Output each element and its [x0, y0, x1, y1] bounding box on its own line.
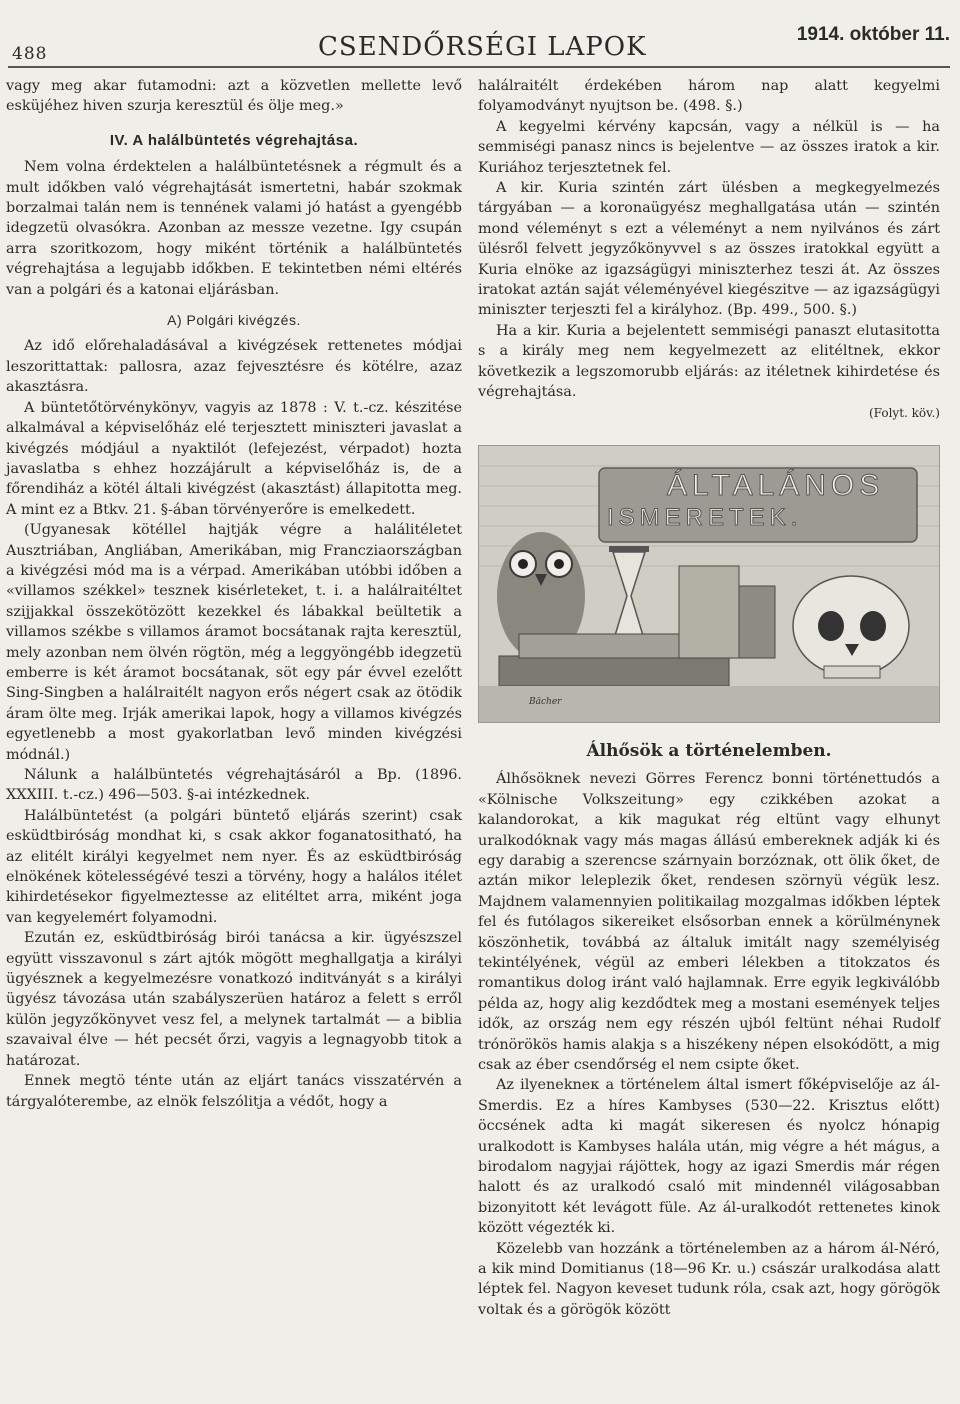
paragraph: A kegyelmi kérvény kapcsán, vagy a nélkül is — ha semmiségi panasz nincs is bejelentve — az összes iratok a kir. Kuriához terjesztetnek fel.	[478, 118, 940, 176]
issue-date: 1914. október 11.	[796, 24, 950, 45]
paragraph: (Ugyanesak kötéllel hajtják végre a halálitéletet Ausztriában, Angliában, Amerikában, mig Francziaországban a kivégzési mód ma is a vérpad. Amerikában utóbbi időben a «villamos székkel» tesznek kisérleteket, t. i. a halálraitéltet szijjakkal összekötözött kezekkel és lábakkal beültetik a villamos székbe s villamos áramot bocsátanak rajta keresztül, mely azonban nem ölvén rögtön, még a leggyöngébb idegzetü emberre is két áramot bocsátanak, söt egy pár évvel ezelőtt Sing-Singben a halálraitélt nagyon erős négert csak az ötödik áram ölte meg. Irják amerikai lapok, hogy a villamos kivégzés egyetlenebb a most gyakorlatban levő minden kivégzési módnál.)	[6, 522, 462, 763]
paragraph: Nem volna érdektelen a halálbüntetésnek a régmult és a mult időkben való végrehajtását ismertetni, habár szokmak borzalmai talán nem is tennének valami jó hatást a gyengébb idegzetü olvasókra. Azonban az messze vezetne. Igy csupán arra szoritkozom, hogy miként történik a halálbüntetés végrehajtása a legujabb időkben. E tekintetben némi eltérés van a polgári és a katonai eljárásban.	[6, 159, 462, 298]
publication-title: CSENDŐRSÉGI LAPOK	[318, 32, 647, 62]
paragraph: Közelebb van hozzánk a történelemben az a három ál-Néró, a kik mind Domitianus (18—96 Kr. u.) császár uralkodása alatt léptek fel. Nagyon keveset tudunk róla, csak azt, hogy görögök voltak és a görögök között	[478, 1240, 940, 1318]
right-column	[478, 76, 940, 1320]
article-title: Álhősök a történelemben.	[586, 740, 832, 761]
paragraph: Ezután ez, esküdtbiróság birói tanácsa a kir. ügyészszel együtt visszavonul s zárt ajtók mögött meghallgatja a királyi ügyésznek a kegyelmezésre vonatkozó inditványát s a királyi ügyész távozása után szabályszerüen határoz a felett s erről külön jegyzőkönyvet vesz fel, a melynek tartalmát — a biblia szavaival élve — hét pecsét őrzi, vagyis a legnagyobb titok a határozat.	[6, 930, 462, 1069]
banner-line-2: ISMERETEK.	[607, 503, 803, 531]
section-illustration	[478, 445, 940, 723]
paragraph: Halálbüntetést (a polgári büntető eljárás szerint) csak esküdtbiróság mondhat ki, s csak akkor foganatositható, ha az elitélt királyi kegyelmet nem nyer. És az esküdtbiróság elnökének kötelességévé teszi a törvény, hogy a halálos itélet kihirdetésekor figyelmeztesse az elitéltet arra, miként joga van kegyelemért folyamodni.	[6, 807, 462, 926]
page-number: 488	[12, 44, 48, 64]
artist-signature: Bächer	[529, 696, 562, 707]
left-column	[6, 76, 462, 1112]
header-rule	[8, 66, 950, 68]
page-header	[8, 24, 950, 66]
paragraph: Ennek megtö ténte után az eljárt tanács visszatérvén a tárgyalóterembe, az elnök felszólitja a védőt, hogy a	[6, 1073, 462, 1110]
illustration-banner	[607, 468, 907, 534]
paragraph: Az ilyenekneк a történelem által ismert főképviselője az ál-Smerdis. Ez a híres Kambyses (530—22. Krisztus előtt) öccsének adta ki magát sikeresen és nyolcz hónapig uralkodott is Kambyses halála után, mig végre a hét mágus, a birodalom nagyjai rájöttek, hogy az igazi Smerdis már régen halott és az uralkodó csaló mit mindennél világosabban bizonyitott két levágott füle. Az ál-uralkodót rettenetes kinok között végezték ki.	[478, 1077, 940, 1237]
paragraph: A büntetőtörvénykönyv, vagyis az 1878 : V. t.-cz. készitése alkalmával a képviselőház elé terjesztett miniszteri javaslat a kivégzés módjául a nyaktilót (lefejezést, vérpadot) hozta javaslatba s ehhez hozzájárult a képviselőház is, de a főrendiház a kötél általi kivégzést (akasztást) állapitotta meg. A mint ez a Btkv. 21. §-ában törvényerőre is emelkedett.	[6, 399, 462, 518]
subsection-title: A) Polgári kivégzés.	[167, 312, 301, 329]
banner-line-1: ÁLTALÁNOS	[667, 468, 885, 502]
section-title: IV. A halálbüntetés végrehajtása.	[109, 131, 359, 149]
paragraph: Az idő előrehaladásával a kivégzések rettenetes módjai leszorittattak: pallosra, azaz fejvesztésre és kötélre, azaz akasztásra.	[6, 338, 462, 396]
paragraph: Ha a kir. Kuria a bejelentett semmiségi panaszt elutasitotta s a király meg nem kegyelmezett az elitéltnek, ekkor következik a legszomorubb eljárás: az itéletnek kihirdetése és végrehajtása.	[478, 322, 940, 401]
continued-note: (Folyt. köv.)	[869, 405, 940, 420]
paragraph: halálraitélt érdekében három nap alatt kegyelmi folyamodványt nyujtson be. (498. §.)	[478, 78, 940, 115]
paragraph: Nálunk a halálbüntetés végrehajtásáról a Bp. (1896. XXXIII. t.-cz.) 496—503. §-ai intézkednek.	[6, 767, 462, 804]
paragraph: Álhősöknek nevezi Görres Ferencz bonni történettudós a «Kölnische Volkszeitung» egy czikkében azokat a kalandorokat, a kik magukat rég eltünt vagy elhunyt uralkodóknak vagy más magas állású embereknek adják ki és egy darabig a szerencse szárnyain borzóznak, ott ölik őket, de aztán mikor leleplezik őket, rendesen szörnyü végük lesz. Majdnem valamennyien politikailag mozgalmas időkben léptek fel és futólagos sikereiket elsősorban ennek a körülménynek köszönhetik, továbbá az általuk imitált nagy személyiség tekintélyének, végül az emberi lélekben a titokzatos és romantikus dolog iránt való hajlamnak. Erre egyik legkiválóbb példa az, hogy alig kezdődtek meg a mostani események teljes idők, az ország nem egy részén ujból feltünt néhai Rudolf trónörökös hamis alakja s a hiszékeny népen elsokódött, a mig csak az éber csendőrség el nem csipte őket.	[478, 771, 940, 1073]
paragraph: A kir. Kuria szintén zárt ülésben a megkegyelmezés tárgyában — a koronaügyész meghallgatása után — szintén mond véleményt s ezt a véleményt a nem nyilvános és zárt ülésről felvett jegyzőkönyvvel s az összes iratokkal együtt a Kuria elnöke az igazságügyi miniszterhez teszi át. Az összes iratokat aztán saját véleményével kiegészitve — az igazságügyi miniszter terjeszti fel a királyhoz. (Bp. 499., 500. §.)	[478, 180, 940, 319]
paragraph: vagy meg akar futamodni: azt a közvetlen mellette levő esküjéhez hiven szurja keresztül és ölje meg.»	[6, 78, 462, 115]
